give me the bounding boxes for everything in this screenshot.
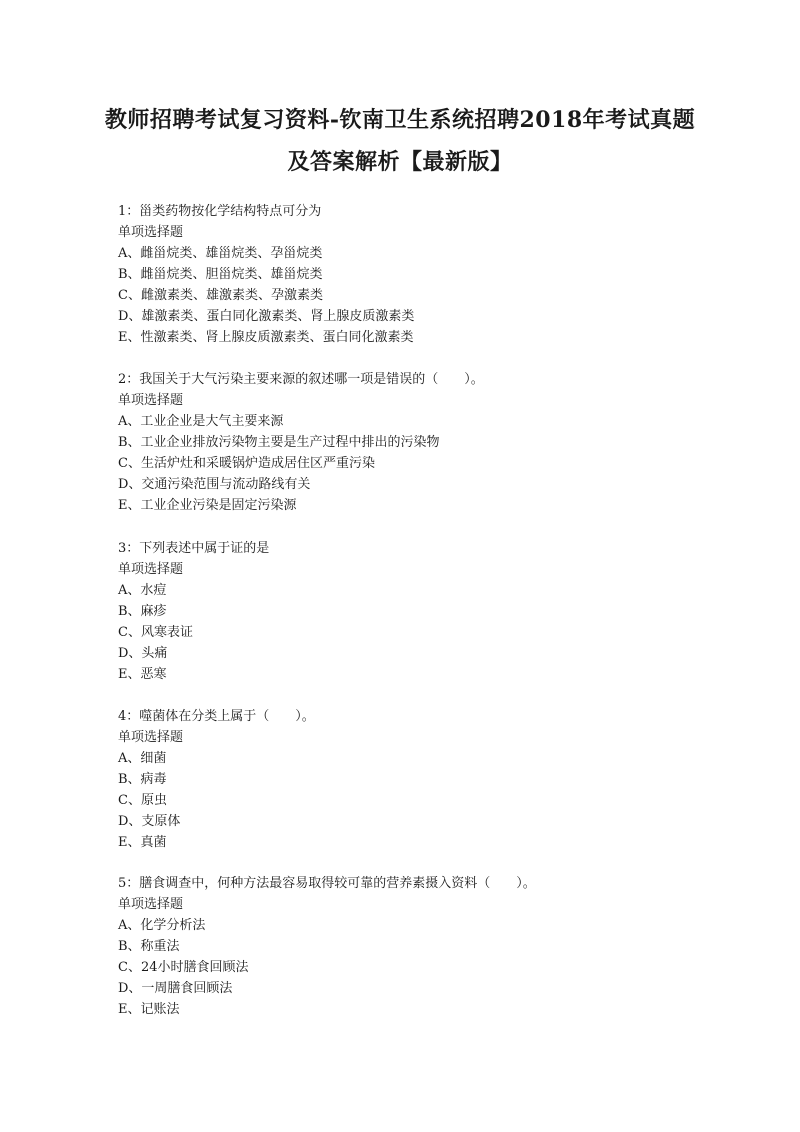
option-e: E、记账法 <box>118 1002 180 1017</box>
question-type: 单项选择题 <box>118 393 184 408</box>
question-2 <box>118 369 718 516</box>
option-b: B、雌甾烷类、胆甾烷类、雄甾烷类 <box>118 267 323 282</box>
question-stem: 1：甾类药物按化学结构特点可分为 <box>118 204 322 219</box>
document-title-line-1: 教师招聘考试复习资料-钦南卫生系统招聘2018年考试真题 <box>104 107 696 133</box>
question-5 <box>118 873 718 1020</box>
option-c: C、生活炉灶和采暖锅炉造成居住区严重污染 <box>118 456 375 471</box>
question-type: 单项选择题 <box>118 730 184 745</box>
option-a: A、工业企业是大气主要来源 <box>118 414 284 429</box>
option-a: A、水痘 <box>118 583 167 598</box>
option-e: E、工业企业污染是固定污染源 <box>118 498 297 513</box>
question-type: 单项选择题 <box>118 897 184 912</box>
option-e: E、真菌 <box>118 835 167 850</box>
question-type: 单项选择题 <box>118 225 184 240</box>
option-e: E、恶寒 <box>118 667 167 682</box>
option-b: B、工业企业排放污染物主要是生产过程中排出的污染物 <box>118 435 440 450</box>
option-d: D、支原体 <box>118 814 181 829</box>
question-stem: 5：膳食调查中，何种方法最容易取得较可靠的营养素摄入资料（ ）。 <box>118 876 536 891</box>
question-3 <box>118 538 718 685</box>
option-c: C、24小时膳食回顾法 <box>118 960 249 975</box>
option-a: A、细菌 <box>118 751 167 766</box>
question-type: 单项选择题 <box>118 562 184 577</box>
document-title-line-2: 及答案解析【最新版】 <box>287 149 513 175</box>
question-4 <box>118 706 718 853</box>
option-b: B、称重法 <box>118 939 180 954</box>
option-a: A、雌甾烷类、雄甾烷类、孕甾烷类 <box>118 246 323 261</box>
option-c: C、原虫 <box>118 793 167 808</box>
option-d: D、头痛 <box>118 646 168 661</box>
option-b: B、病毒 <box>118 772 167 787</box>
question-1 <box>118 201 718 348</box>
option-d: D、雄激素类、蛋白同化激素类、肾上腺皮质激素类 <box>118 309 415 324</box>
option-d: D、一周膳食回顾法 <box>118 981 233 996</box>
question-stem: 2：我国关于大气污染主要来源的叙述哪一项是错误的（ ）。 <box>118 372 484 387</box>
option-b: B、麻疹 <box>118 604 167 619</box>
question-stem: 4：噬菌体在分类上属于（ ）。 <box>118 709 315 724</box>
option-c: C、风寒表证 <box>118 625 193 640</box>
option-e: E、性激素类、肾上腺皮质激素类、蛋白同化激素类 <box>118 330 414 345</box>
option-a: A、化学分析法 <box>118 918 206 933</box>
question-stem: 3：下列表述中属于证的是 <box>118 541 270 556</box>
option-c: C、雌激素类、雄激素类、孕激素类 <box>118 288 323 303</box>
option-d: D、交通污染范围与流动路线有关 <box>118 477 311 492</box>
